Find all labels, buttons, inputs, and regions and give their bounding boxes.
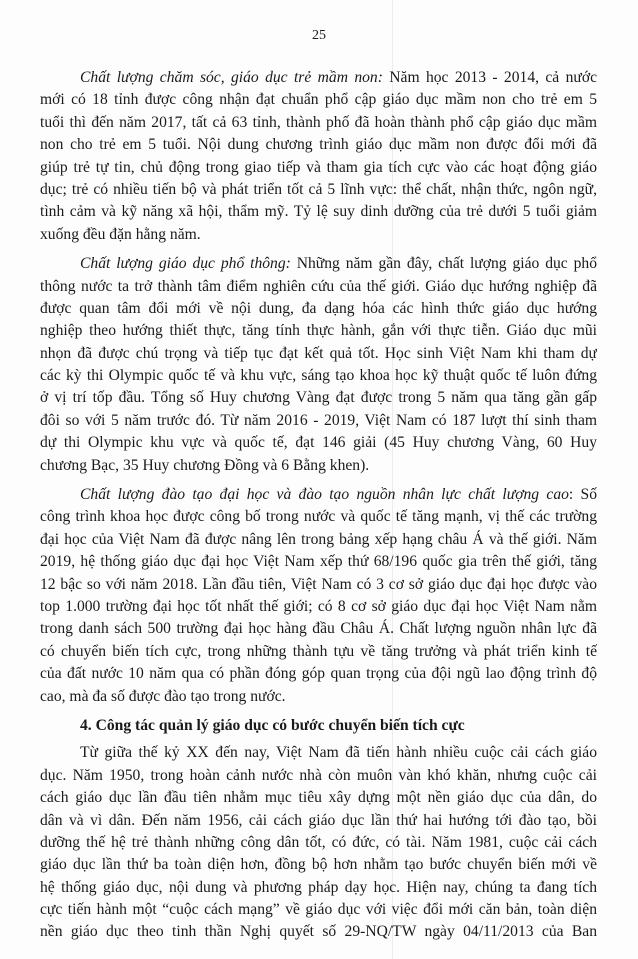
text-line: dự thi Olympic khu vực và quốc tế, đạt 146 giải (45 Huy chương Vàng, 60 Huy xyxy=(40,434,597,452)
text-line: tình cảm và kỹ năng xã hội, thẩm mỹ. Tỷ lệ suy dinh dưỡng của trẻ dưới 5 tuổi giảm xyxy=(40,203,597,221)
text-line xyxy=(40,253,597,275)
text-line: thông nước ta trở thành tâm điểm nghiên cứu của thế giới. Giáo dục hướng nghiệp đã xyxy=(40,277,597,295)
text-line: công trình khoa học được công bố trong nước và quốc tế tăng mạnh, vị thế các trường xyxy=(40,508,597,526)
document-body xyxy=(40,67,597,951)
paragraph-lead: Chất lượng giáo dục phổ thông: xyxy=(80,255,291,273)
text-line: trong danh sách 500 trường đại học hàng đầu Châu Á. Chất lượng nguồn nhân lực đã xyxy=(40,620,597,638)
text-line: 12 bậc so với năm 2018. Lần đầu tiên, Việt Nam có 3 cơ sở giáo dục đại học được vào xyxy=(40,575,597,593)
text-line: top 1.000 trường đại học tốt nhất thế giới; có 8 cơ sở giáo dục đại học Việt Nam nằm xyxy=(40,597,597,615)
text-line xyxy=(40,67,597,89)
text-line: hệ thống giáo dục, nội dung và phương pháp dạy học. Hiện nay, chúng ta đang tích xyxy=(40,878,597,896)
paragraph-lead: Chất lượng đào tạo đại học và đào tạo nguồn nhân lực chất lượng cao xyxy=(80,486,569,504)
paragraph-higher-education-quality xyxy=(40,484,597,708)
text-line: tuổi thì đến năm 2017, tất cả 63 tỉnh, thành phố đã hoàn thành phổ cập giáo dục mầm xyxy=(40,113,597,131)
text-line: dân và vì dân. Đến năm 1956, cải cách giáo dục lần thứ hai hướng tới đào tạo, bồi xyxy=(40,811,597,829)
text-line: non cho trẻ em 5 tuổi. Nội dung chương trình giáo dục mầm non được đổi mới đã xyxy=(40,136,597,154)
text-line: mới có 18 tỉnh được công nhận đạt chuẩn phổ cập giáo dục mầm non cho trẻ em 5 xyxy=(40,91,597,109)
text-line: ở vị trí tốp đầu. Tổng số Huy chương Vàng đạt được trong 5 năm qua tăng gần gấp xyxy=(40,389,597,407)
text-line: xuống đều đặn hằng năm. xyxy=(40,225,201,243)
text-line: đôi so với 5 năm trước đó. Từ năm 2016 - 2019, Việt Nam có 187 lượt thí sinh tham xyxy=(40,411,597,429)
text-line: nghiệp theo hướng thiết thực, tăng tính thực hành, gắn với thực tiễn. Giáo dục mũi xyxy=(40,322,597,340)
text-line: dục; trẻ có nhiều tiến bộ và phát triển tốt cả 5 lĩnh vực: thể chất, nhận thức, ngôn ngữ, xyxy=(40,180,597,198)
text-line: nền giáo dục theo tinh thần Nghị quyết số 29-NQ/TW ngày 04/11/2013 của Ban xyxy=(40,923,597,941)
text-line: dục. Năm 1950, trong hoàn cảnh nước nhà còn muôn vàn khó khăn, nhưng cuộc cải xyxy=(40,766,597,784)
text-span: Những năm gần đây, chất lượng giáo dục phổ xyxy=(290,255,597,273)
text-span: Năm học 2013 - 2014, cả nước xyxy=(382,69,597,86)
text-line: dưỡng thế hệ trẻ thành những công dân tốt, có đức, có tài. Năm 1981, cuộc cải cách xyxy=(40,833,597,851)
text-line: cao, mà đa số được đào tạo trong nước. xyxy=(40,687,286,705)
text-line xyxy=(40,484,597,506)
text-line: của đất nước 10 năm qua có phần đóng góp quan trọng của đội ngũ lao động trình độ xyxy=(40,665,597,683)
text-span: : Số xyxy=(568,486,597,504)
text-line: các kỳ thi Olympic quốc tế và khu vực, sáng tạo khoa học kỹ thuật quốc tế luôn đứng xyxy=(40,367,597,385)
paragraph-preschool-quality xyxy=(40,67,597,246)
text-line: Từ giữa thế kỷ XX đến nay, Việt Nam đã tiến hành nhiều cuộc cải cách giáo xyxy=(80,744,597,762)
page-number: 25 xyxy=(312,28,326,43)
paragraph-general-education-quality xyxy=(40,253,597,477)
text-line: được quan tâm đổi mới về nội dung, đa dạng hóa các hình thức giáo dục hướng xyxy=(40,299,597,317)
paragraph-lead: Chất lượng chăm sóc, giáo dục trẻ mầm non: xyxy=(80,69,383,86)
text-line: cách giáo dục lần đầu tiên nhằm mục tiêu xây dựng một nền giáo dục của dân, do xyxy=(40,789,597,807)
text-line: đại học của Việt Nam đã được nâng lên trong bảng xếp hạng châu Á và thế giới. Năm xyxy=(40,530,597,548)
text-line: 2019, hệ thống giáo dục đại học Việt Nam xếp thứ 68/196 quốc gia trên thế giới, tăng xyxy=(40,553,597,571)
text-line: chương Bạc, 35 Huy chương Đồng và 6 Bằng khen). xyxy=(40,456,370,474)
text-line: giúp trẻ tự tin, chủ động trong giao tiếp và tham gia tích cực vào các hoạt động giáo xyxy=(40,158,597,176)
paragraph-education-reforms xyxy=(40,742,597,944)
text-line: nhọn đã được chú trọng và tiếp tục đạt kết quả tốt. Học sinh Việt Nam khi tham dự xyxy=(40,344,597,362)
section-heading: 4. Công tác quản lý giáo dục có bước chuyển biến tích cực xyxy=(80,716,465,734)
text-line: giáo dục lần thứ ba toàn diện hơn, đồng bộ hơn nhằm tạo bước chuyển biến mới về xyxy=(40,856,597,874)
text-line: có chuyển biến tích cực, trong những thành tựu về tăng trưởng và phát triển kinh tế xyxy=(40,642,597,660)
text-line: cực tiến hành một “cuộc cách mạng” về giáo dục với việc đổi mới căn bản, toàn diện xyxy=(40,901,597,919)
